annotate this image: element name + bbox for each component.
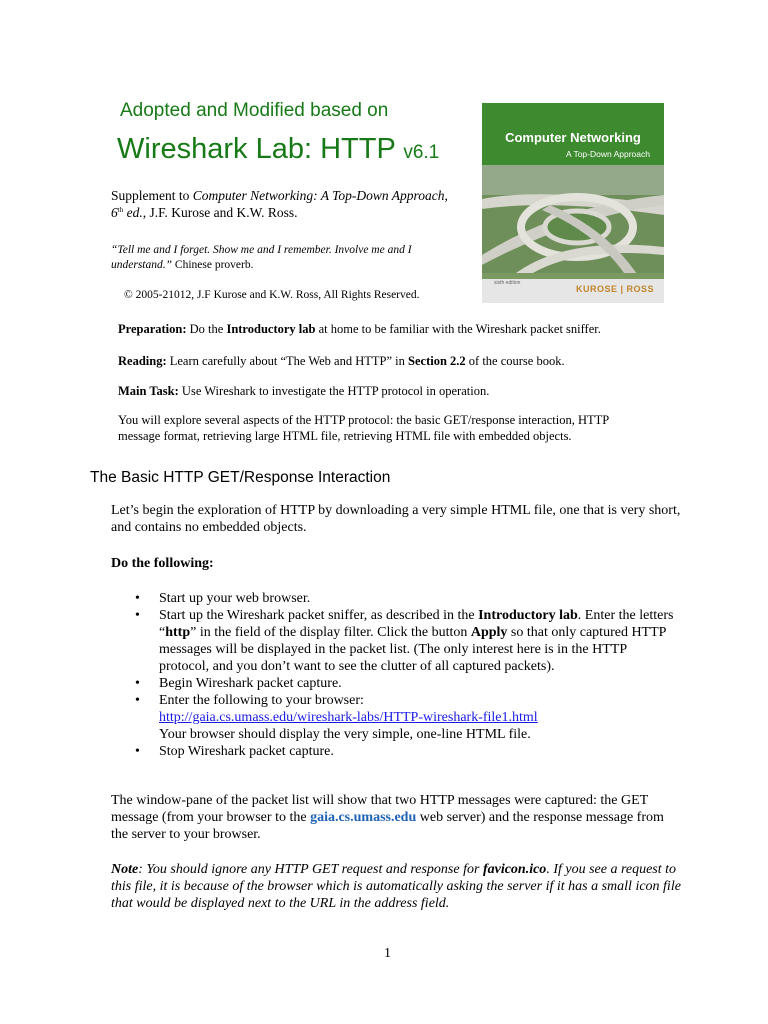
http-filter-keyword: http bbox=[165, 625, 191, 640]
step-text: . Enter the letters “ bbox=[159, 608, 674, 640]
note-label: Note bbox=[111, 862, 139, 877]
preparation-label: Preparation: bbox=[118, 322, 187, 336]
book-cover-image bbox=[482, 103, 664, 303]
edition-superscript: th bbox=[117, 206, 124, 214]
step-text: Enter the following to your browser: bbox=[159, 693, 364, 708]
introductory-lab-emphasis: Introductory lab bbox=[478, 608, 578, 623]
note-text-end: . If you see a request to this file, it is because of the browser which is automatically asking the server if it has a small icon file that would be displayed next to the URL in the address field. bbox=[111, 862, 681, 911]
main-task-text: Use Wireshark to investigate the HTTP protocol in operation. bbox=[178, 384, 490, 398]
proverb-attribution: Chinese proverb. bbox=[172, 259, 254, 271]
edition-number: 6 bbox=[111, 205, 118, 220]
note-text: : You should ignore any HTTP GET request and response for bbox=[138, 862, 483, 877]
preparation-text-end: at home to be familiar with the Wireshark packet sniffer. bbox=[315, 322, 601, 336]
step-text: Start up your web browser. bbox=[159, 591, 311, 606]
list-item bbox=[159, 590, 679, 607]
steps-list bbox=[159, 590, 679, 760]
explore-paragraph: You will explore several aspects of the HTTP protocol: the basic GET/response interaction, HTTP message format, retrieving large HTML file, retrieving HTML file with embedded objects. bbox=[118, 413, 609, 443]
main-task-label: Main Task: bbox=[118, 384, 179, 398]
step-text: Start up the Wireshark packet sniffer, as described in the bbox=[159, 608, 479, 623]
reading-text: Learn carefully about “The Web and HTTP” in bbox=[166, 354, 409, 368]
document-title bbox=[117, 133, 439, 166]
preparation-text: Do the bbox=[186, 322, 227, 336]
intro-paragraph: Let’s begin the exploration of HTTP by downloading a very simple HTML file, one that is very short, and contains no embedded objects. bbox=[111, 503, 681, 535]
list-item bbox=[159, 743, 679, 760]
step-text: Begin Wireshark packet capture. bbox=[159, 676, 342, 691]
window-pane-paragraph bbox=[111, 792, 681, 843]
step-text: Stop Wireshark packet capture. bbox=[159, 744, 334, 759]
list-item bbox=[159, 675, 679, 692]
apply-keyword: Apply bbox=[470, 625, 508, 640]
note-paragraph bbox=[111, 861, 681, 912]
reading-text-end: of the course book. bbox=[465, 354, 565, 368]
reading-label: Reading: bbox=[118, 354, 167, 368]
step-text: ” in the field of the display filter. Click the button bbox=[190, 625, 471, 640]
window-pane-text: The window-pane of the packet list will show that two HTTP messages were captured: the GET message (from your browser to the bbox=[111, 793, 648, 825]
supplement-prefix: Supplement to bbox=[111, 188, 193, 203]
step-text: Your browser should display the very simple, one-line HTML file. bbox=[159, 727, 531, 742]
proverb bbox=[111, 243, 441, 273]
step-text: so that only captured HTTP messages will be displayed in the packet list. (The only interest here is in the HTTP protocol, and you don’t want to see the clutter of all captured packets). bbox=[159, 625, 666, 674]
book-title: Computer Networking: A Top-Down Approach, bbox=[192, 188, 448, 203]
list-item bbox=[159, 607, 679, 675]
cover-edition: sixth edition bbox=[494, 280, 521, 286]
book-authors: J.F. Kurose and K.W. Ross. bbox=[146, 205, 298, 220]
server-name: gaia.cs.umass.edu bbox=[310, 810, 417, 825]
section-heading: The Basic HTTP GET/Response Interaction bbox=[90, 469, 391, 486]
preparation-paragraph bbox=[118, 321, 648, 337]
cover-authors: KUROSE | ROSS bbox=[575, 284, 654, 294]
window-pane-text-end: web server) and the response message from the server to your browser. bbox=[111, 810, 664, 842]
version-label: v6.1 bbox=[403, 142, 440, 163]
title-text: Wireshark Lab: HTTP bbox=[117, 133, 396, 165]
adopted-note: Adopted and Modified based on bbox=[120, 100, 389, 121]
proverb-quote: “Tell me and I forget. Show me and I remember. Involve me and I understand.” bbox=[111, 244, 412, 271]
cover-title: Computer Networking bbox=[505, 130, 641, 145]
favicon-filename: favicon.ico bbox=[482, 862, 547, 877]
main-task-paragraph bbox=[118, 383, 648, 399]
edition-suffix: ed., bbox=[123, 205, 147, 220]
reading-paragraph bbox=[118, 353, 648, 369]
introductory-lab-emphasis: Introductory lab bbox=[226, 322, 316, 336]
page-number: 1 bbox=[384, 946, 391, 961]
wireshark-file-link[interactable]: http://gaia.cs.umass.edu/wireshark-labs/HTTP-wireshark-file1.html bbox=[159, 710, 538, 725]
list-item bbox=[159, 692, 679, 743]
section-reference: Section 2.2 bbox=[408, 354, 466, 368]
do-following-heading: Do the following: bbox=[111, 556, 214, 571]
highway-interchange-image bbox=[482, 165, 664, 285]
supplement-line bbox=[111, 187, 471, 221]
copyright-notice: © 2005-21012, J.F Kurose and K.W. Ross, All Rights Reserved. bbox=[124, 289, 420, 301]
cover-subtitle: A Top-Down Approach bbox=[566, 149, 650, 159]
